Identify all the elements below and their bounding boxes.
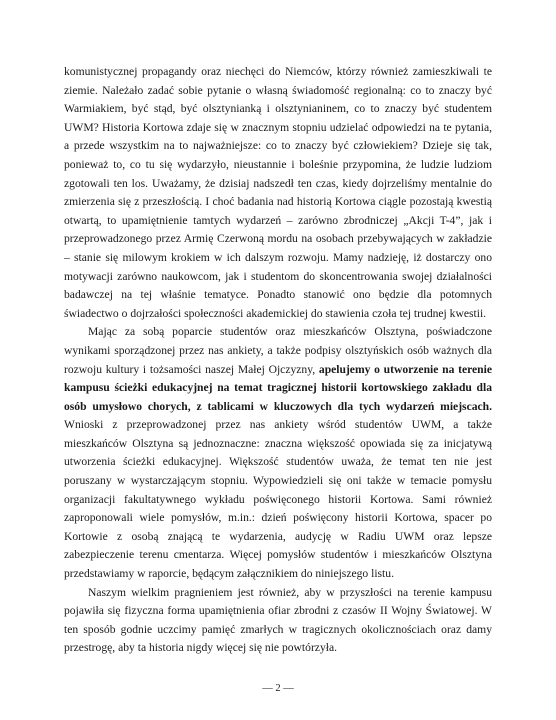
paragraph-3 [64,584,492,658]
paragraph-1 [64,63,492,323]
paragraph-2-text-rest: Wnioski z przeprowadzonej przez nas ankiety wśród studentów UWM, a także mieszkańców Olsztyna są jednoznaczne: znaczna większość opowiada się za inicjatywą utworzenia ścieżki edukacyjnej. Większość studentów uważa, że temat ten nie jest poruszany w wystarczającym stopniu. Wypowiedzieli się oni także w temacie pomysłu organizacji fakultatywnego wykładu poświęconego historii Kortowa. Sami również zaproponowali wiele pomysłów, m.in.: dzień poświęcony historii Kortowa, spacer po Kortowie z osobą znającą te wydarzenia, audycję w Radiu UWM oraz lepsze zabezpieczenie terenu cmentarza. Więcej pomysłów studentów i mieszkańców Olsztyna przedstawiamy w raporcie, będącym załącznikiem do niniejszego listu. [64,418,492,581]
paragraph-2-appeal-bold: apelujemy o utworzenie na terenie kampusu ścieżki edukacyjnej na temat tragicznej historii kortowskiego zakładu dla osób umysłowo chorych, z tablicami w kluczowych dla tych wydarzeń miejscach. [64,362,492,413]
letter-body [64,63,492,658]
paragraph-2 [64,323,492,583]
paragraph-1-text: komunistycznej propagandy oraz niechęci do Niemców, którzy również zamieszkiwali te ziemie. Należało zadać sobie pytanie o własną świadomość regionalną: co to znaczy być Warmiakiem, być stąd, być olsztynianką i olsztynianinem, co to znaczy być studentem UWM? Historia Kortowa zdaje się w znacznym stopniu udzielać odpowiedzi na te pytania, a przede wszystkim na to najważniejsze: co to znaczy być człowiekiem? Dzieje się tak, ponieważ to, co tu się wydarzyło, nieustannie i boleśnie przypomina, że ludzie ludziom zgotowali ten los. Uważamy, że dzisiaj nadszedł ten czas, kiedy dojrzeliśmy mentalnie do zmierzenia się z przeszłością. I choć badania nad historią Kortowa ciągle pozostają kwestią otwartą, to upamiętnienie tamtych wydarzeń – zarówno zbrodniczej „Akcji T-4”, jak i przeprowadzonego przez Armię Czerwoną mordu na osobach przebywających w zakładzie – stanie się milowym krokiem w ich dalszym rozwoju. Mamy nadzieję, iż dostarczy ono motywacji zarówno naukowcom, jak i studentom do skoncentrowania swojej działalności badawczej na tej właśnie tematyce. Ponadto stanowić ono będzie dla potomnych świadectwo o dojrzałości społeczności akademickiej do stawienia czoła tej trudnej kwestii. [64,65,492,320]
paragraph-2-text-intro: Mając za sobą poparcie studentów oraz mieszkańców Olsztyna, poświadczone wynikami sporządzonej przez nas ankiety, a także podpisy olsztyńskich osób ważnych dla rozwoju kultury i tożsamości naszej Małej Ojczyzny, [64,325,492,376]
paragraph-3-text: Naszym wielkim pragnieniem jest również, aby w przyszłości na terenie kampusu pojawiła się fizyczna forma upamiętnienia ofiar zbrodni z czasów II Wojny Światowej. W ten sposób godnie uczcimy pamięć zmarłych w tragicznych okolicznościach oraz damy przestrogę, aby ta historia nigdy więcej się nie powtórzyła. [64,585,492,655]
page-number: — 2 — [262,683,294,694]
